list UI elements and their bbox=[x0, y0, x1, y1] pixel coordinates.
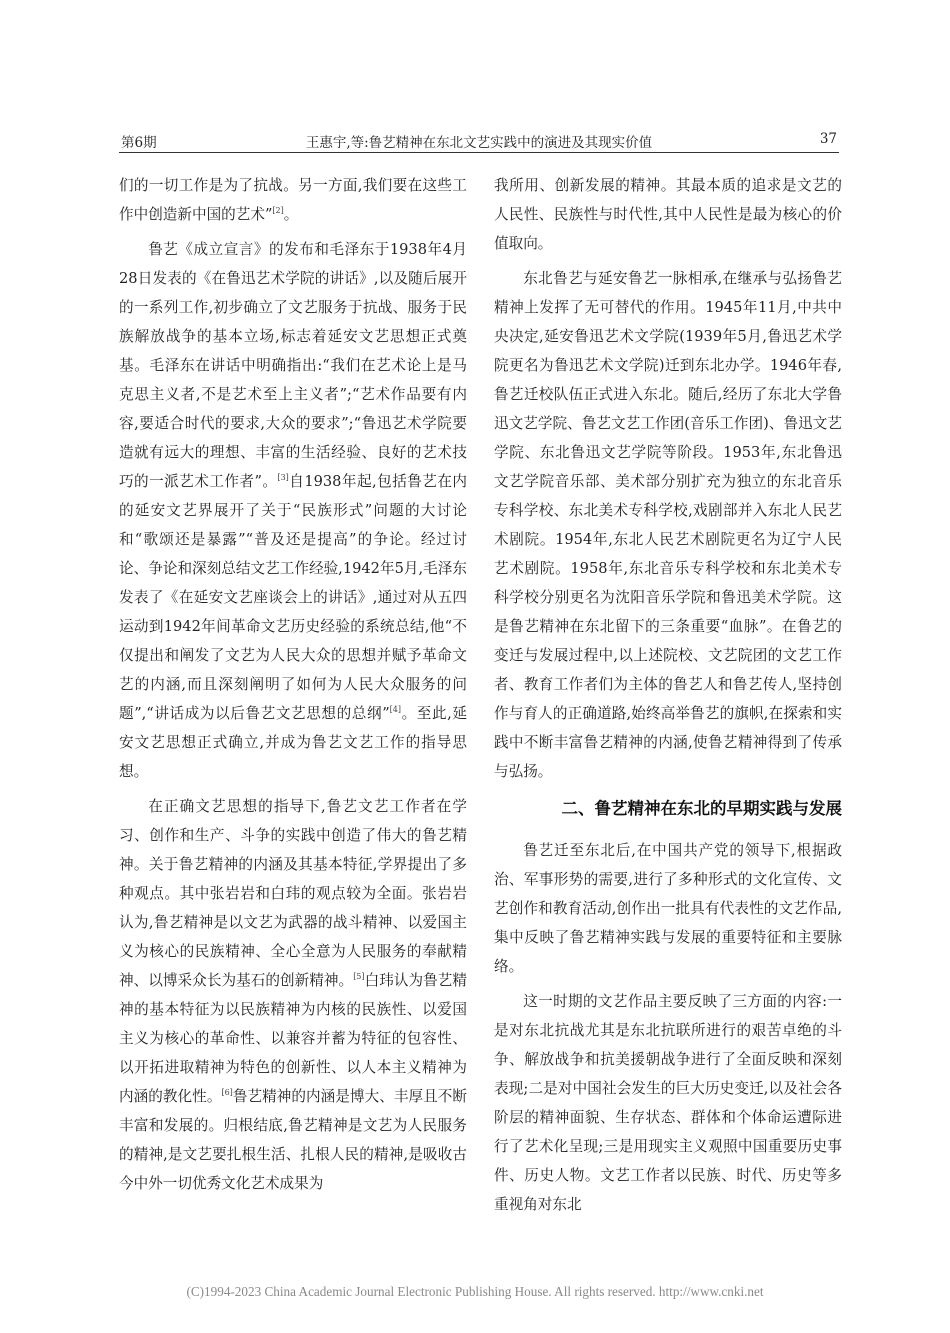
citation-ref[interactable]: [3] bbox=[277, 473, 289, 483]
citation-ref[interactable]: [5] bbox=[353, 972, 365, 982]
running-title: 王惠宇,等:鲁艺精神在东北文艺实践中的演进及其现实价值 bbox=[305, 135, 653, 151]
paragraph: 我所用、创新发展的精神。其最本质的追求是文艺的人民性、民族性与时代性,其中人民性是最为核心的价值取向。 bbox=[494, 177, 842, 252]
paragraph: 这一时期的文艺作品主要反映了三方面的内容:一是对东北抗战尤其是东北抗联所进行的艰苦卓绝的斗争、解放战争和抗美援朝战争进行了全面反映和深刻表现;二是对中国社会发生的巨大历史变迁,以及社会各阶层的精神面貌、生存状态、群体和个体命运遭际进行了艺术化呈现;三是用现实主义观照中国重要历史事件、历史人物。文艺工作者以民族、时代、历史等多重视角对东北 bbox=[494, 993, 842, 1213]
section-heading: 二、鲁艺精神在东北的早期实践与发展 bbox=[561, 799, 842, 818]
left-column bbox=[119, 171, 467, 1198]
page-number: 37 bbox=[819, 131, 837, 147]
paragraph: 鲁艺《成立宣言》的发布和毛泽东于1938年4月28日发表的《在鲁迅艺术学院的讲话》,以及随后展开的一系列工作,初步确立了文艺服务于抗战、服务于民族解放战争的基本立场,标志着延安文艺思想正式奠基。毛泽东在讲话中明确指出:“我们在艺术论上是马克思主义者,不是艺术至上主义者”;“艺术作品要有内容,要适合时代的要求,大众的要求”;“鲁迅艺术学院要造就有远大的理想、丰富的生活经验、良好的艺术技巧的一派艺术工作者”。[3]自1938年起,包括鲁艺在内的延安文艺界展开了关于“民族形式”问题的大讨论和“歌颂还是暴露”“普及还是提高”的争论。经过讨论、争论和深刻总结文艺工作经验,1942年5月,毛泽东发表了《在延安文艺座谈会上的讲话》,通过对从五四运动到1942年间革命文艺历史经验的系统总结,他“不仅提出和阐发了文艺为人民大众的思想并赋予革命文艺的内涵,而且深刻阐明了如何为人民大众服务的问题”,“讲话成为以后鲁艺文艺思想的总纲”[4]。至此,延安文艺思想正式确立,并成为鲁艺文艺工作的指导思想。 bbox=[119, 241, 467, 780]
right-column bbox=[494, 171, 842, 1219]
citation-ref[interactable]: [4] bbox=[389, 705, 401, 715]
paragraph: 东北鲁艺与延安鲁艺一脉相承,在继承与弘扬鲁艺精神上发挥了无可替代的作用。1945年11月,中共中央决定,延安鲁迅艺术文学院(1939年5月,鲁迅艺术学院更名为鲁迅艺术文学院)迁到东北办学。1946年春,鲁艺迁校队伍正式进入东北。随后,经历了东北大学鲁迅文艺学院、鲁艺文艺工作团(音乐工作团)、鲁迅文艺学院、东北鲁迅文艺学院等阶段。1953年,东北鲁迅文艺学院音乐部、美术部分别扩充为独立的东北音乐专科学校、东北美术专科学校,戏剧部并入东北人民艺术剧院。1954年,东北人民艺术剧院更名为辽宁人民艺术剧院。1958年,东北音乐专科学校和东北美术专科学校分别更名为沈阳音乐学院和鲁迅美术学院。这是鲁艺精神在东北留下的三条重要“血脉”。在鲁艺的变迁与发展过程中,以上述院校、文艺院团的文艺工作者、教育工作者们为主体的鲁艺人和鲁艺传人,坚持创作与育人的正确道路,始终高举鲁艺的旗帜,在探索和实践中不断丰富鲁艺精神的内涵,使鲁艺精神得到了传承与弘扬。 bbox=[494, 270, 842, 780]
running-header bbox=[119, 126, 839, 153]
citation-ref[interactable]: [2] bbox=[272, 206, 284, 216]
copyright-footer: (C)1994-2023 China Academic Journal Electronic Publishing House. All rights reserved. http://www.cnki.net bbox=[186, 1284, 764, 1299]
paragraph: 在正确文艺思想的指导下,鲁艺文艺工作者在学习、创作和生产、斗争的实践中创造了伟大的鲁艺精神。关于鲁艺精神的内涵及其基本特征,学界提出了多种观点。其中张岩岩和白玮的观点较为全面。张岩岩认为,鲁艺精神是以文艺为武器的战斗精神、以爱国主义为核心的民族精神、全心全意为人民服务的奉献精神、以博采众长为基石的创新精神。[5]白玮认为鲁艺精神的基本特征为以民族精神为内核的民族性、以爱国主义为核心的革命性、以兼容并蓄为特征的包容性、以开拓进取精神为特色的创新性、以人本主义精神为内涵的教化性。[6]鲁艺精神的内涵是博大、丰厚且不断丰富和发展的。归根结底,鲁艺精神是文艺为人民服务的精神,是文艺要扎根生活、扎根人民的精神,是吸收古今中外一切优秀文化艺术成果为 bbox=[119, 798, 467, 1192]
citation-ref[interactable]: [6] bbox=[221, 1088, 233, 1098]
paragraph: 鲁艺迁至东北后,在中国共产党的领导下,根据政治、军事形势的需要,进行了多种形式的文化宣传、文艺创作和教育活动,创作出一批具有代表性的文艺作品,集中反映了鲁艺精神实践与发展的重要特征和主要脉络。 bbox=[494, 842, 842, 975]
issue-number: 第6期 bbox=[121, 135, 157, 151]
paragraph: 们的一切工作是为了抗战。另一方面,我们要在这些工作中创造新中国的艺术”[2]。 bbox=[119, 177, 467, 223]
